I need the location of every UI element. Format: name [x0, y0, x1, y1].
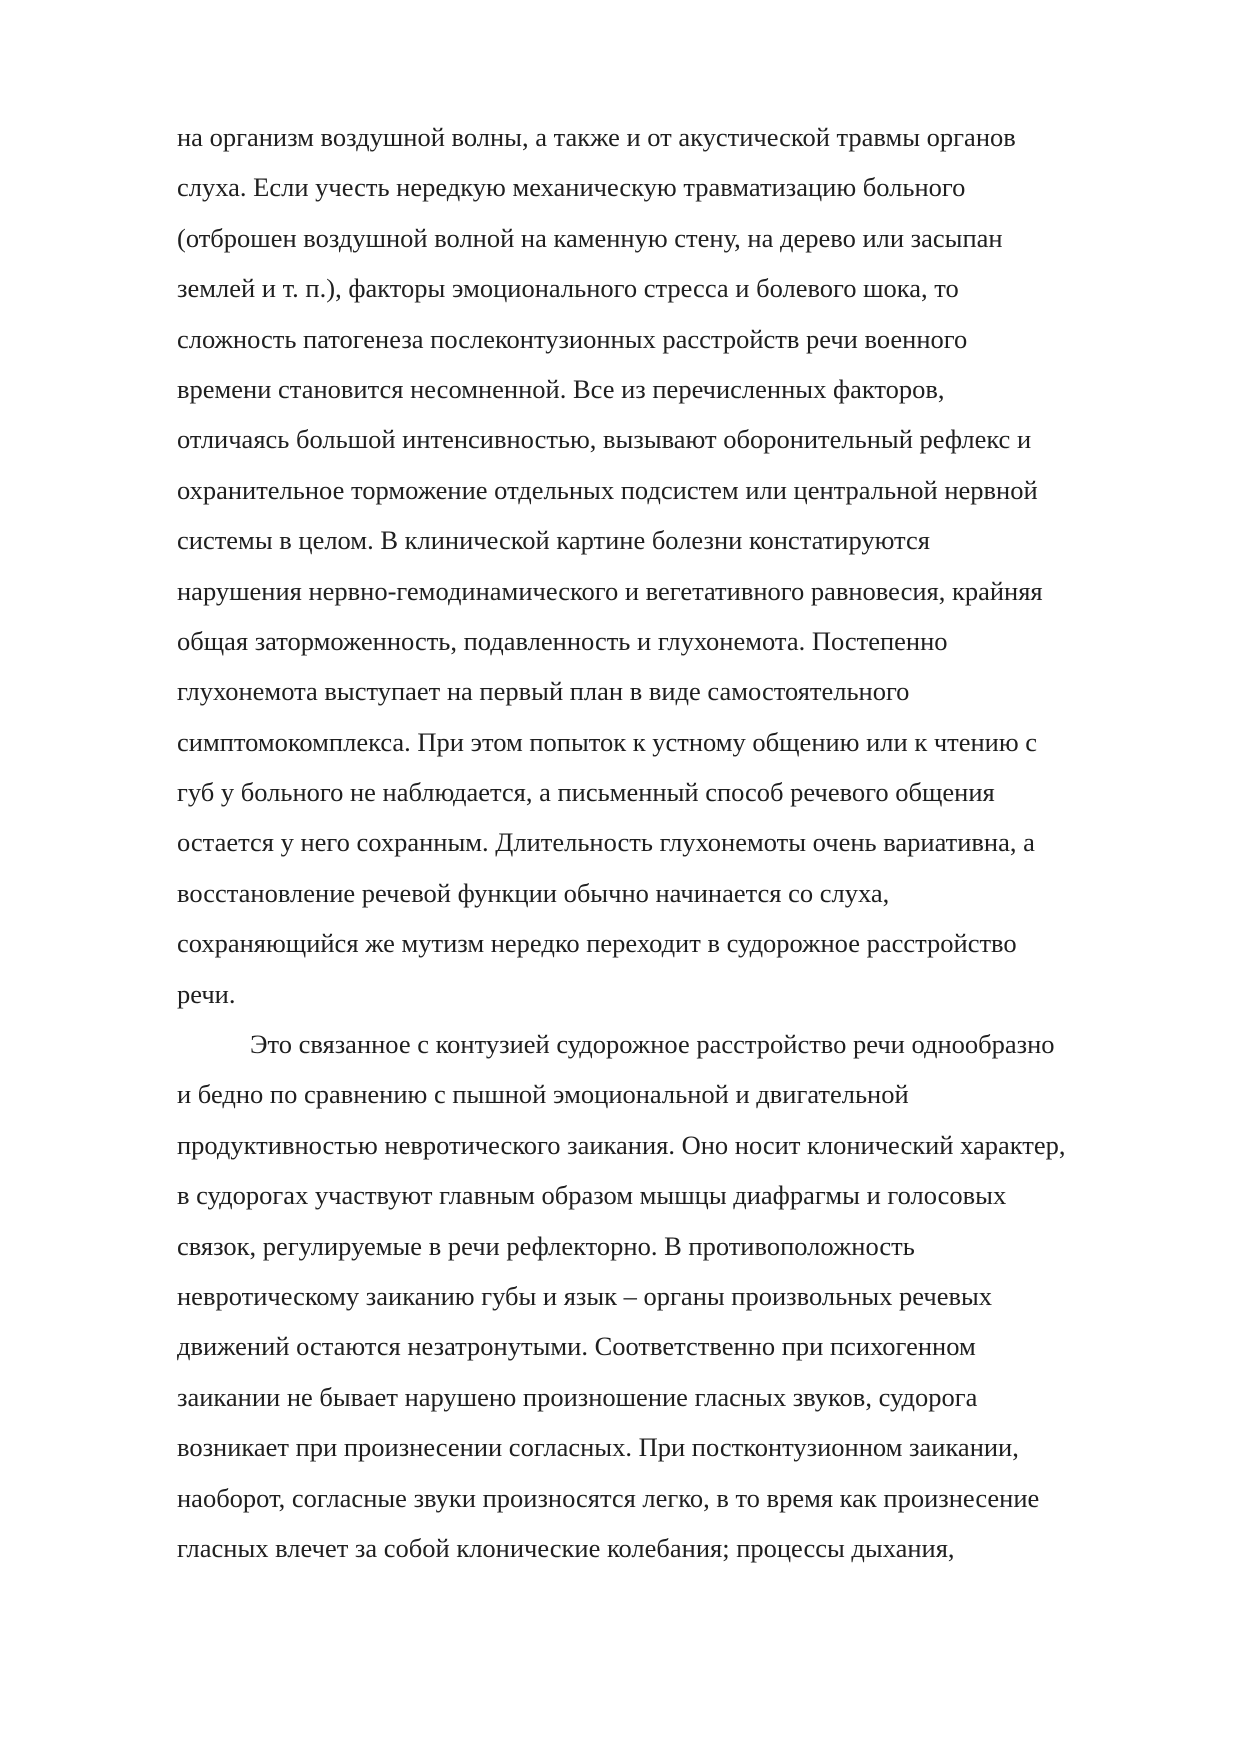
text-line: Это связанное с контузией судорожное расстройство речи однообразно — [250, 1029, 1055, 1060]
text-line: гласных влечет за собой клонические колебания; процессы дыхания, — [177, 1532, 955, 1563]
text-line: охранительное торможение отдельных подсистем или центральной нервной — [177, 474, 1038, 505]
text-line: слуха. Если учесть нередкую механическую травматизацию больного — [177, 172, 966, 203]
text-line: губ у больного не наблюдается, а письменный способ речевого общения — [177, 777, 995, 808]
text-line: наоборот, согласные звуки произносятся легко, в то время как произнесение — [177, 1482, 1040, 1513]
text-line: связок, регулируемые в речи рефлекторно. В противоположность — [177, 1230, 915, 1261]
text-line: заикании не бывает нарушено произношение гласных звуков, судорога — [177, 1381, 978, 1412]
text-line: возникает при произнесении согласных. При постконтузионном заикании, — [177, 1432, 1019, 1463]
text-line: на организм воздушной волны, а также и от акустической травмы органов — [177, 122, 1016, 152]
text-line: (отброшен воздушной волной на каменную стену, на дерево или засыпан — [177, 222, 1003, 253]
text-line: отличаясь большой интенсивностью, вызывают оборонительный рефлекс и — [177, 424, 1032, 455]
text-line: сложность патогенеза послеконтузионных расстройств речи военного — [177, 323, 968, 354]
text-line: симптомокомплекса. При этом попыток к устному общению или к чтению с — [177, 726, 1038, 757]
text-line: сохраняющийся же мутизм нередко переходит в судорожное расстройство — [177, 928, 1017, 959]
paragraph-2 — [177, 1019, 1177, 1573]
text-line: и бедно по сравнению с пышной эмоциональной и двигательной — [177, 1079, 909, 1110]
text-line: глухонемота выступает на первый план в виде самостоятельного — [177, 676, 910, 707]
text-line: продуктивностью невротического заикания. Оно носит клонический характер, — [177, 1129, 1066, 1160]
text-line: системы в целом. В клинической картине болезни констатируются — [177, 525, 930, 556]
text-line: речи. — [177, 978, 236, 1009]
text-line: землей и т. п.), факторы эмоционального стресса и болевого шока, то — [177, 273, 959, 304]
text-line: нарушения нервно-гемодинамического и вегетативного равновесия, крайняя — [177, 575, 1043, 606]
text-line: остается у него сохранным. Длительность глухонемоты очень вариативна, а — [177, 827, 1035, 858]
text-line: общая заторможенность, подавленность и глухонемота. Постепенно — [177, 625, 948, 656]
text-line: невротическому заиканию губы и язык – органы произвольных речевых — [177, 1280, 993, 1311]
body-text — [177, 112, 1177, 1573]
text-line: времени становится несомненной. Все из перечисленных факторов, — [177, 373, 945, 404]
text-line: восстановление речевой функции обычно начинается со слуха, — [177, 877, 890, 908]
paragraph-1 — [177, 112, 1177, 1019]
text-line: в судорогах участвуют главным образом мышцы диафрагмы и голосовых — [177, 1180, 1007, 1211]
text-line: движений остаются незатронутыми. Соответственно при психогенном — [177, 1331, 976, 1362]
